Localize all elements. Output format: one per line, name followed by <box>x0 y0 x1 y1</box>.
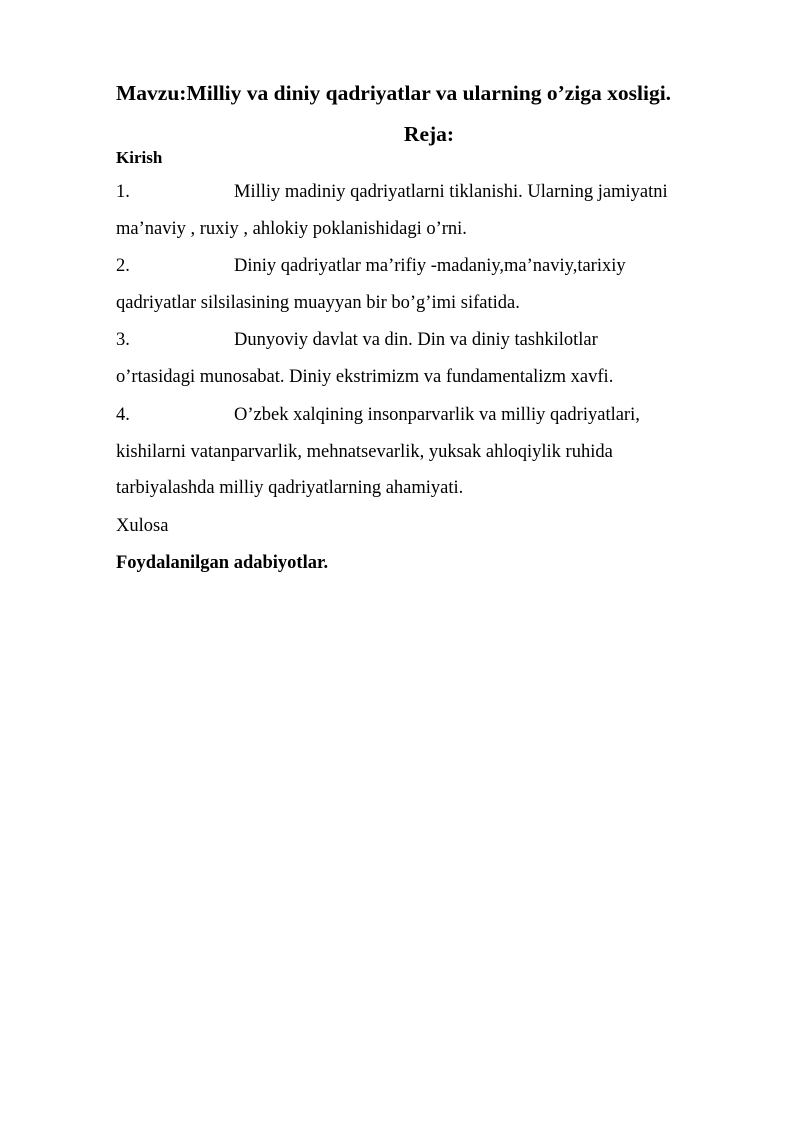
references-label: Foydalanilgan adabiyotlar. <box>116 553 329 573</box>
plan-item-3 <box>116 322 756 395</box>
plan-item-4-continuation: kishilarni vatanparvarlik, mehnatsevarlik, yuksak ahloqiylik ruhida <box>116 441 613 462</box>
plan-item-2 <box>116 248 756 321</box>
plan-item-3-continuation: o’rtasidagi munosabat. Diniy ekstrimizm va fundamentalizm xavfi. <box>116 366 614 387</box>
document-title: Mavzu:Milliy va diniy qadriyatlar va ularning o’ziga xosligi. <box>116 81 672 105</box>
intro-label: Kirish <box>116 148 163 167</box>
plan-item-2-continuation: qadriyatlar silsilasining muayyan bir bo’g’imi sifatida. <box>116 292 520 313</box>
plan-item-2-first-line <box>116 248 756 285</box>
plan-item-1-number: 1. <box>116 182 130 202</box>
conclusion-label: Xulosa <box>116 516 169 536</box>
plan-item-1-first-line <box>116 174 756 211</box>
plan-item-3-first-line <box>116 322 756 359</box>
plan-item-4 <box>116 397 756 507</box>
plan-item-3-text: Dunyoviy davlat va din. Din va diniy tashkilotlar <box>234 330 598 350</box>
plan-item-1-continuation: ma’naviy , ruxiy , ahlokiy poklanishidagi o’rni. <box>116 218 467 239</box>
plan-item-3-number: 3. <box>116 330 130 350</box>
plan-item-1-text: Milliy madiniy qadriyatlarni tiklanishi. Ularning jamiyatni <box>234 182 668 202</box>
plan-heading: Reja: <box>403 122 455 146</box>
plan-item-1 <box>116 174 756 247</box>
plan-item-2-text: Diniy qadriyatlar ma’rifiy -madaniy,ma’naviy,tarixiy <box>234 256 626 276</box>
plan-item-4-first-line <box>116 397 756 434</box>
plan-item-4-continuation-2: tarbiyalashda milliy qadriyatlarning ahamiyati. <box>116 478 464 498</box>
plan-item-4-number: 4. <box>116 405 130 425</box>
plan-item-4-text: O’zbek xalqining insonparvarlik va milliy qadriyatlari, <box>234 405 640 425</box>
plan-item-2-number: 2. <box>116 256 130 276</box>
